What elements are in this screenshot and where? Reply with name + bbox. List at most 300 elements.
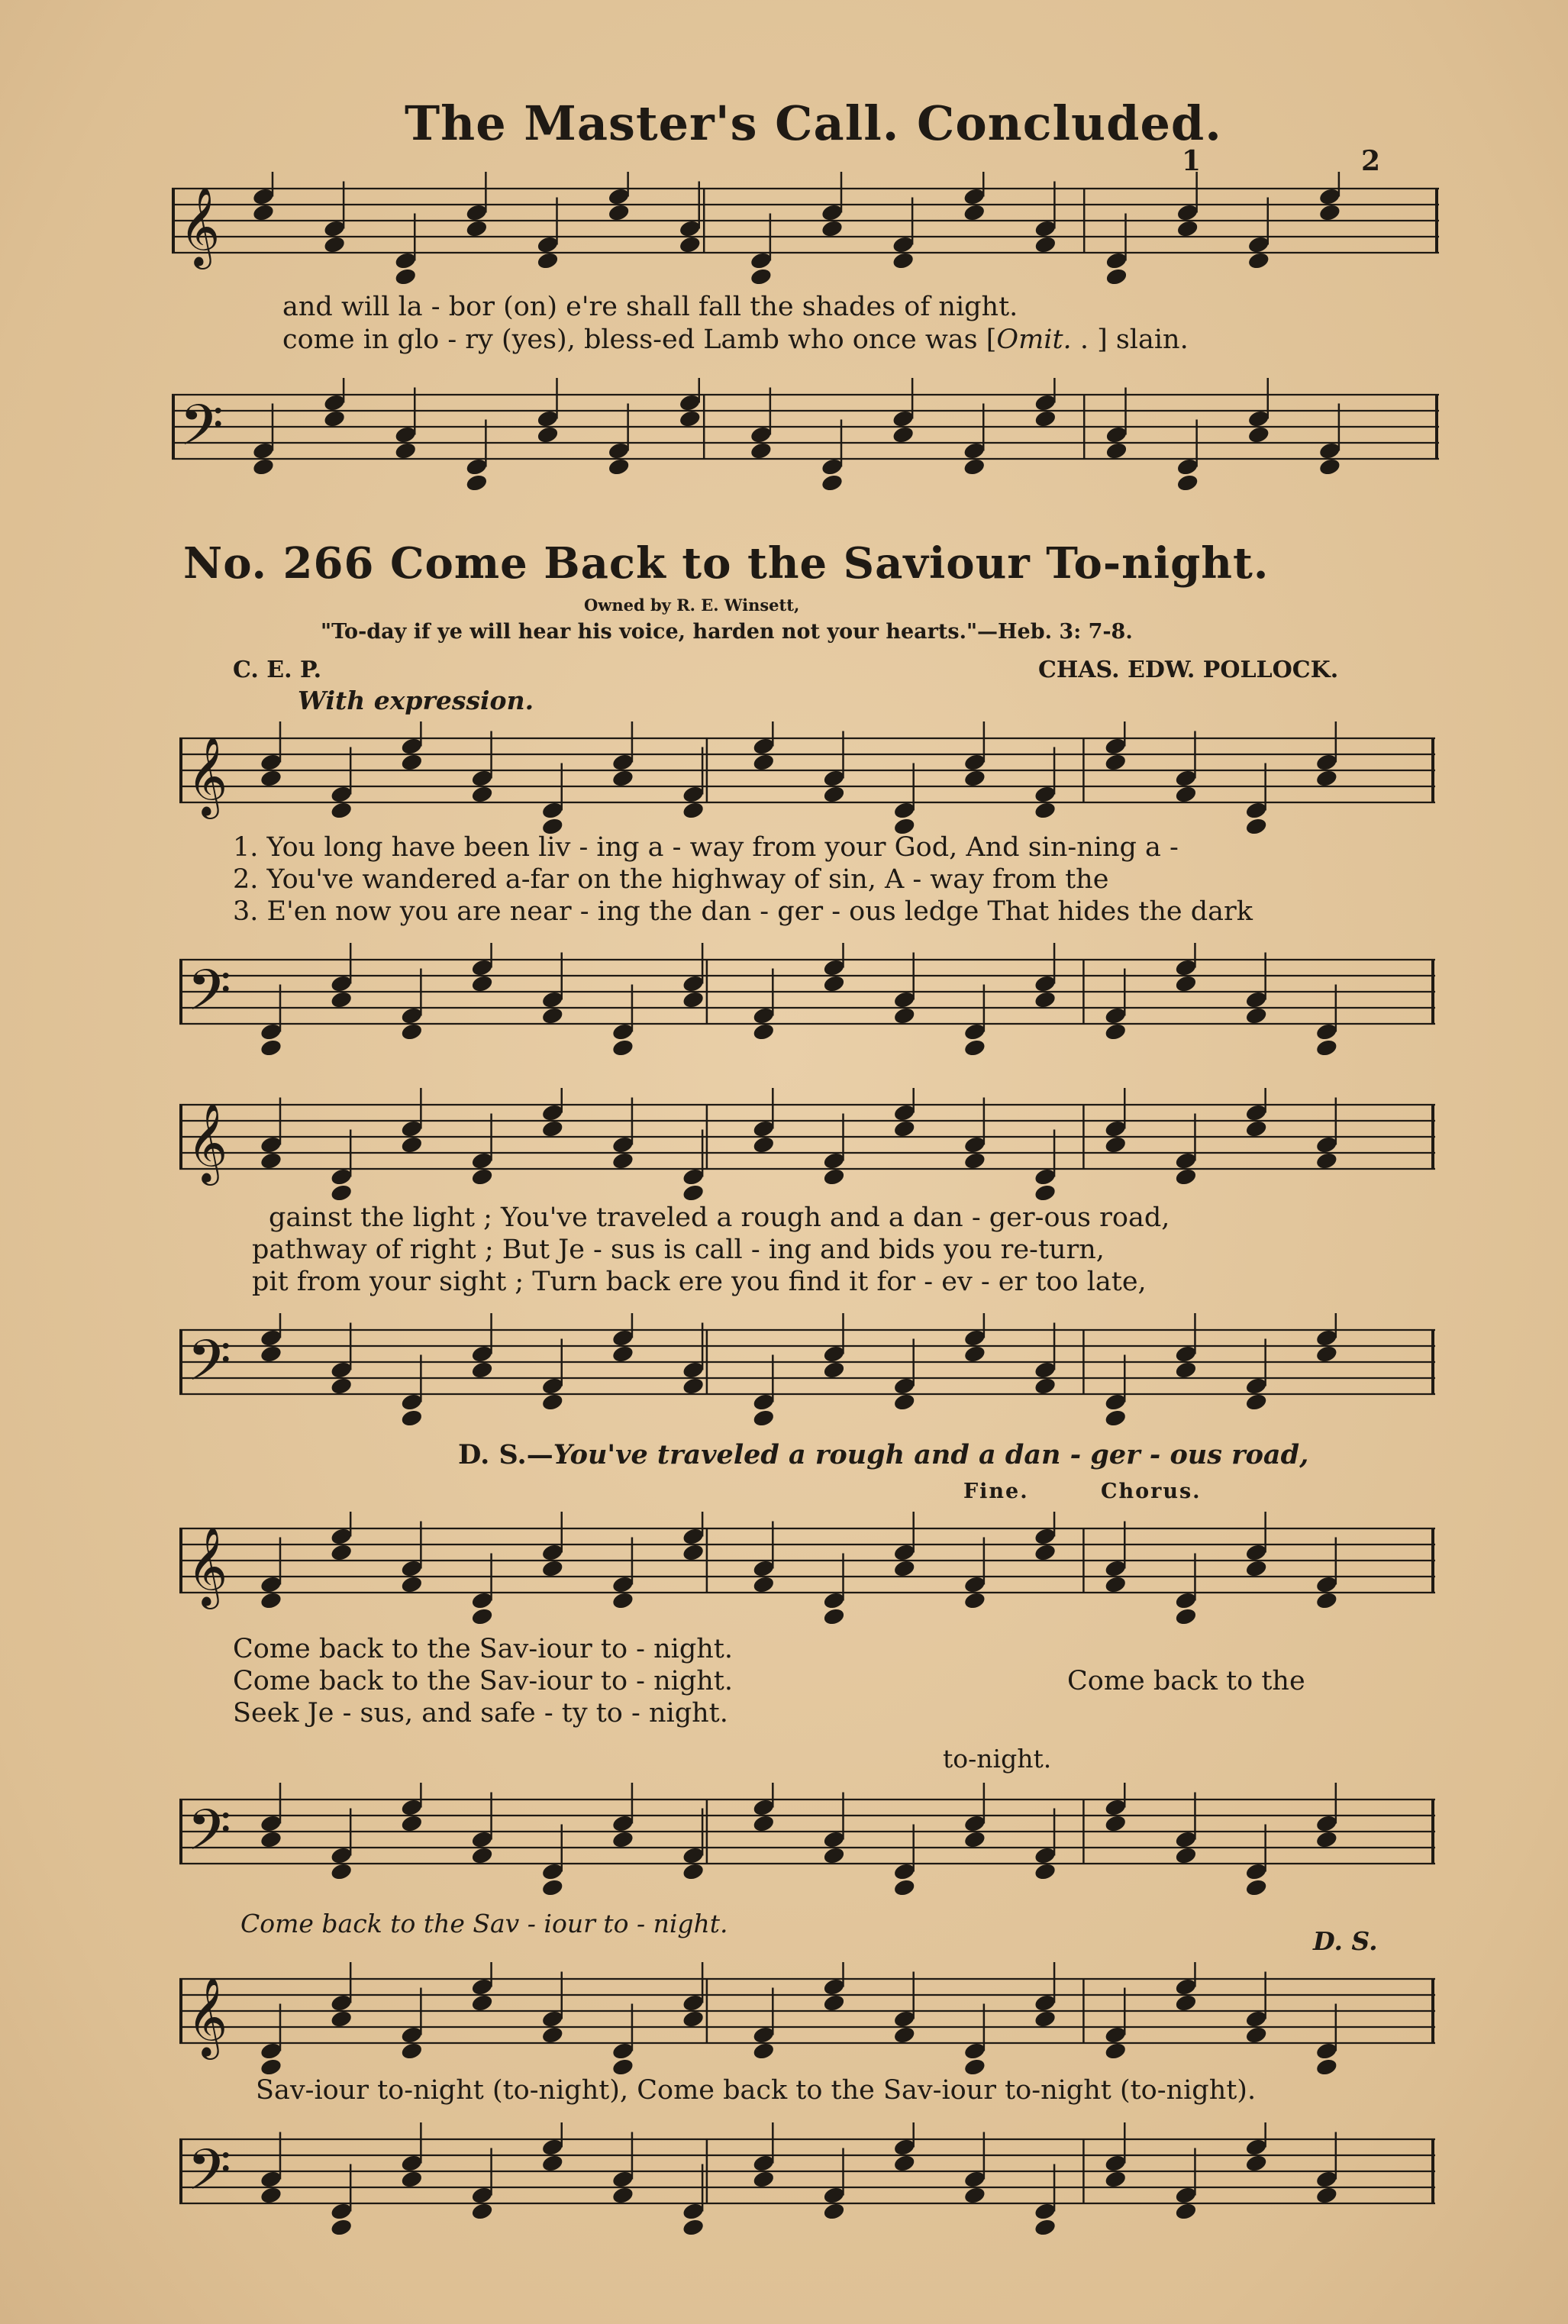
notehead [1104,2025,1128,2045]
clef-icon: 𝄞 [187,736,228,816]
system-2-treble-staff [179,1088,1435,1218]
notehead [1318,441,1342,461]
notehead [1104,1022,1128,1042]
notehead [963,753,987,773]
notehead [611,1022,635,1042]
notehead [1104,1393,1128,1412]
notehead [892,990,916,1010]
notehead [470,1993,494,2013]
notehead [1315,1328,1339,1348]
notehead [1034,2009,1057,2029]
notehead [260,2170,283,2190]
notehead [470,1977,494,1997]
notehead [1315,1830,1339,1850]
notehead [260,1135,283,1155]
notehead [1034,1543,1057,1563]
notehead [822,1167,846,1187]
notehead [892,251,915,271]
notehead [611,769,635,789]
epigraph: "To-day if ye will hear his voice, harden not your hearts."—Heb. 3: 7-8. [321,620,1133,644]
notehead [682,1167,705,1187]
notehead [1244,990,1268,1010]
notehead [1315,769,1339,789]
system-3-bass-staff [179,1783,1435,1912]
notehead [1034,235,1057,255]
notehead [892,1006,916,1026]
notehead [540,1543,564,1563]
notehead [682,1862,705,1882]
clef-icon: 𝄢 [187,957,231,1038]
notehead [963,1591,987,1611]
notehead [400,1006,424,1026]
notehead [400,1119,424,1139]
system-1-verse-3: 3. E'en now you are near - ing the dan - ger - ous ledge That hides the dark [233,896,1253,927]
ds-mark: D. S. [1313,1926,1378,1956]
notehead [1174,1344,1198,1364]
ending-1-label: 1 [1182,145,1202,177]
notehead [892,1862,916,1882]
notehead [682,1993,705,2013]
notehead [260,1830,283,1850]
notehead [821,473,844,493]
notehead [323,393,347,413]
staff-lines [179,2122,1435,2252]
ds-prefix: D. S.— [458,1439,553,1470]
notehead [330,990,353,1010]
notehead [1174,2202,1198,2222]
notehead [1104,1119,1128,1139]
notehead [1104,2042,1128,2061]
notehead [607,187,631,207]
notehead [470,2186,494,2206]
notehead [1104,2170,1128,2190]
notehead [394,441,418,461]
notehead [752,753,776,773]
clef-icon: 𝄢 [187,1797,231,1877]
notehead [1034,1846,1057,1866]
notehead [536,409,560,429]
notehead [1104,1006,1128,1026]
notehead [682,1361,705,1380]
notehead [540,2025,564,2045]
notehead [678,219,702,239]
clef-icon: 𝄞 [187,1526,228,1606]
lyricist: C. E. P. [233,657,322,683]
staff-lines [172,378,1439,508]
notehead [750,267,773,287]
notehead [260,1344,283,1364]
notehead [323,409,347,429]
hymn-title: No. 266 Come Back to the Saviour To-night. [183,538,1270,589]
notehead [822,1607,846,1627]
notehead [1104,2154,1128,2174]
notehead [963,457,986,477]
notehead [963,187,986,207]
system-3-treble-staff [179,1512,1435,1641]
notehead [540,1006,564,1026]
notehead [752,1559,776,1579]
notehead [611,1038,635,1058]
notehead [892,1543,916,1563]
notehead [611,2058,635,2077]
notehead [821,219,844,239]
notehead [1315,1344,1339,1364]
notehead [540,1377,564,1396]
notehead [470,958,494,978]
notehead [470,1361,494,1380]
notehead [260,1591,283,1611]
notehead [394,267,418,287]
ending-2-label: 2 [1361,145,1381,177]
notehead [892,1393,916,1412]
notehead [536,235,560,255]
notehead [1174,1361,1198,1380]
notehead [752,2042,776,2061]
notehead [678,235,702,255]
notehead [400,753,424,773]
notehead [400,737,424,757]
clef-icon: 𝄢 [187,2137,231,2217]
system-3-echo: to-night. [943,1744,1052,1774]
notehead [470,1151,494,1171]
notehead [252,187,276,207]
notehead [1034,1862,1057,1882]
notehead [260,753,283,773]
notehead [1174,1993,1198,2013]
notehead [260,1814,283,1834]
notehead [963,2186,987,2206]
notehead [822,1151,846,1171]
notehead [540,2138,564,2158]
notehead [752,1814,776,1834]
notehead [1104,1814,1128,1834]
notehead [892,801,916,821]
notehead [330,2218,353,2238]
notehead [611,753,635,773]
notehead [330,1527,353,1547]
notehead [1174,1846,1198,1866]
notehead [963,441,986,461]
notehead [752,2154,776,2174]
notehead [892,2154,916,2174]
notehead [822,2202,846,2222]
continuation-lyric-2-a: come in glo - ry (yes), bless-ed Lamb who once was [ [282,324,997,355]
clef-icon: 𝄞 [187,1102,228,1183]
notehead [1104,1135,1128,1155]
composer: CHAS. EDW. POLLOCK. [1038,657,1339,683]
notehead [1247,235,1270,255]
notehead [323,235,347,255]
notehead [822,1361,846,1380]
notehead [682,974,705,994]
notehead [1034,990,1057,1010]
notehead [1315,1814,1339,1834]
notehead [821,203,844,223]
notehead [963,1830,987,1850]
notehead [540,1393,564,1412]
notehead [963,2170,987,2190]
notehead [1174,1607,1198,1627]
notehead [752,2025,776,2045]
notehead [1034,1527,1057,1547]
notehead [892,1103,916,1123]
notehead [822,974,846,994]
notehead [611,1814,635,1834]
notehead [1174,1591,1198,1611]
notehead [682,1543,705,1563]
notehead [540,1559,564,1579]
notehead [963,1135,987,1155]
notehead [330,785,353,805]
notehead [892,235,915,255]
notehead [1247,409,1270,429]
notehead [400,2025,424,2045]
notehead [1244,2138,1268,2158]
notehead [1244,817,1268,837]
notehead [260,2186,283,2206]
continuation-treble-staff [172,172,1439,302]
notehead [1247,251,1270,271]
notehead [1104,1559,1128,1579]
notehead [1244,2009,1268,2029]
notehead [1244,1862,1268,1882]
notehead [1244,1103,1268,1123]
notehead [1244,1878,1268,1898]
notehead [892,409,915,429]
fine-label: Fine. [963,1480,1029,1503]
notehead [611,1151,635,1171]
notehead [607,457,631,477]
system-4-treble-staff [179,1962,1435,2092]
notehead [540,1862,564,1882]
notehead [330,1543,353,1563]
notehead [1318,187,1342,207]
notehead [260,2058,283,2077]
notehead [1034,1993,1057,2013]
notehead [400,2042,424,2061]
notehead [1315,1135,1339,1155]
notehead [1034,785,1057,805]
notehead [330,2009,353,2029]
notehead [470,1591,494,1611]
notehead [682,785,705,805]
notehead [752,1798,776,1818]
clef-icon: 𝄢 [179,392,224,473]
notehead [1104,737,1128,757]
notehead [330,1183,353,1203]
notehead [470,974,494,994]
bass-echo-lyric: Come back to the Sav - iour to - night. [240,1909,728,1938]
notehead [260,1151,283,1171]
notehead [394,425,418,445]
notehead [400,1409,424,1428]
notehead [465,473,489,493]
notehead [260,1038,283,1058]
notehead [1104,1409,1128,1428]
notehead [682,2202,705,2222]
notehead [963,2042,987,2061]
notehead [892,1559,916,1579]
notehead [330,1167,353,1187]
continuation-lyric-1: and will la - bor (on) e're shall fall the shades of night. [282,292,1018,322]
notehead [752,737,776,757]
notehead [611,1591,635,1611]
notehead [330,1846,353,1866]
notehead [963,1151,987,1171]
notehead [1105,425,1128,445]
notehead [1318,457,1342,477]
notehead [963,1022,987,1042]
notehead [682,1846,705,1866]
notehead [1174,2186,1198,2206]
notehead [1315,1022,1339,1042]
notehead [540,1119,564,1139]
notehead [682,1377,705,1396]
notehead [1176,219,1199,239]
notehead [678,409,702,429]
notehead [822,769,846,789]
notehead [330,1361,353,1380]
notehead [607,441,631,461]
system-3-verse-2: Come back to the Sav-iour to - night. [233,1666,733,1696]
system-3-chorus-lyric: Come back to the [1067,1666,1305,1696]
notehead [540,990,564,1010]
notehead [1315,2186,1339,2206]
notehead [330,1377,353,1396]
notehead [323,219,347,239]
notehead [1315,2058,1339,2077]
notehead [1315,753,1339,773]
notehead [1174,785,1198,805]
notehead [752,1575,776,1595]
notehead [892,2009,916,2029]
system-4-lyric: Sav-iour to-night (to-night), Come back to the Sav-iour to-night (to-night). [256,2075,1257,2106]
notehead [963,1814,987,1834]
notehead [963,769,987,789]
notehead [1034,801,1057,821]
notehead [1176,473,1199,493]
notehead [682,2218,705,2238]
notehead [682,1183,705,1203]
notehead [1034,1361,1057,1380]
notehead [750,441,773,461]
notehead [963,1344,987,1364]
notehead [1034,974,1057,994]
staff-lines [179,1962,1435,2092]
notehead [540,1878,564,1898]
notehead [1174,974,1198,994]
notehead [750,251,773,271]
notehead [400,2170,424,2190]
continuation-lyric-2-b: . ] slain. [1071,324,1189,355]
notehead [682,1527,705,1547]
notehead [1244,801,1268,821]
notehead [260,1022,283,1042]
notehead [400,1575,424,1595]
notehead [470,785,494,805]
notehead [822,2186,846,2206]
owner-note: Owned by R. E. Winsett, [584,596,800,615]
notehead [752,1119,776,1139]
notehead [752,1135,776,1155]
notehead [963,203,986,223]
staff-lines [179,1088,1435,1218]
ds-instruction [458,1439,1308,1470]
notehead [330,1862,353,1882]
notehead [1244,1559,1268,1579]
notehead [470,2202,494,2222]
notehead [963,1575,987,1595]
notehead [892,425,915,445]
notehead [822,785,846,805]
notehead [752,1006,776,1026]
notehead [1174,769,1198,789]
notehead [470,1344,494,1364]
notehead [470,1167,494,1187]
notehead [330,1993,353,2013]
notehead [682,990,705,1010]
staff-lines [179,1313,1435,1443]
notehead [470,769,494,789]
system-1-bass-staff [179,943,1435,1073]
notehead [400,1559,424,1579]
notehead [1105,251,1128,271]
notehead [400,2154,424,2174]
notehead [1244,2025,1268,2045]
notehead [1174,1167,1198,1187]
notehead [1034,1167,1057,1187]
notehead [1104,1798,1128,1818]
notehead [682,2009,705,2029]
notehead [536,425,560,445]
notehead [1315,1575,1339,1595]
notehead [400,1814,424,1834]
notehead [1104,753,1128,773]
staff-lines [172,172,1439,302]
notehead [892,1377,916,1396]
notehead [260,1575,283,1595]
system-3-verse-3: Seek Je - sus, and safe - ty to - night. [233,1698,728,1728]
notehead [822,1591,846,1611]
notehead [1315,1591,1339,1611]
notehead [1174,958,1198,978]
system-2-verse-3: pit from your sight ; Turn back ere you find it for - ev - er too late, [252,1267,1147,1297]
notehead [536,251,560,271]
notehead [252,441,276,461]
clef-icon: 𝄞 [179,186,221,266]
notehead [1244,1393,1268,1412]
notehead [540,801,564,821]
notehead [1315,1038,1339,1058]
notehead [540,2009,564,2029]
notehead [1034,2218,1057,2238]
notehead [611,1575,635,1595]
notehead [1315,2042,1339,2061]
notehead [260,1328,283,1348]
notehead [400,1798,424,1818]
notehead [1034,1377,1057,1396]
notehead [892,2138,916,2158]
notehead [1247,425,1270,445]
staff-lines [179,943,1435,1073]
notehead [394,251,418,271]
notehead [963,2058,987,2077]
omit-mark: Omit. [996,324,1072,355]
notehead [252,457,276,477]
notehead [400,1135,424,1155]
system-1-verse-1: 1. You long have been liv - ing a - way from your God, And sin-ning a - [233,832,1179,863]
notehead [1315,2170,1339,2190]
